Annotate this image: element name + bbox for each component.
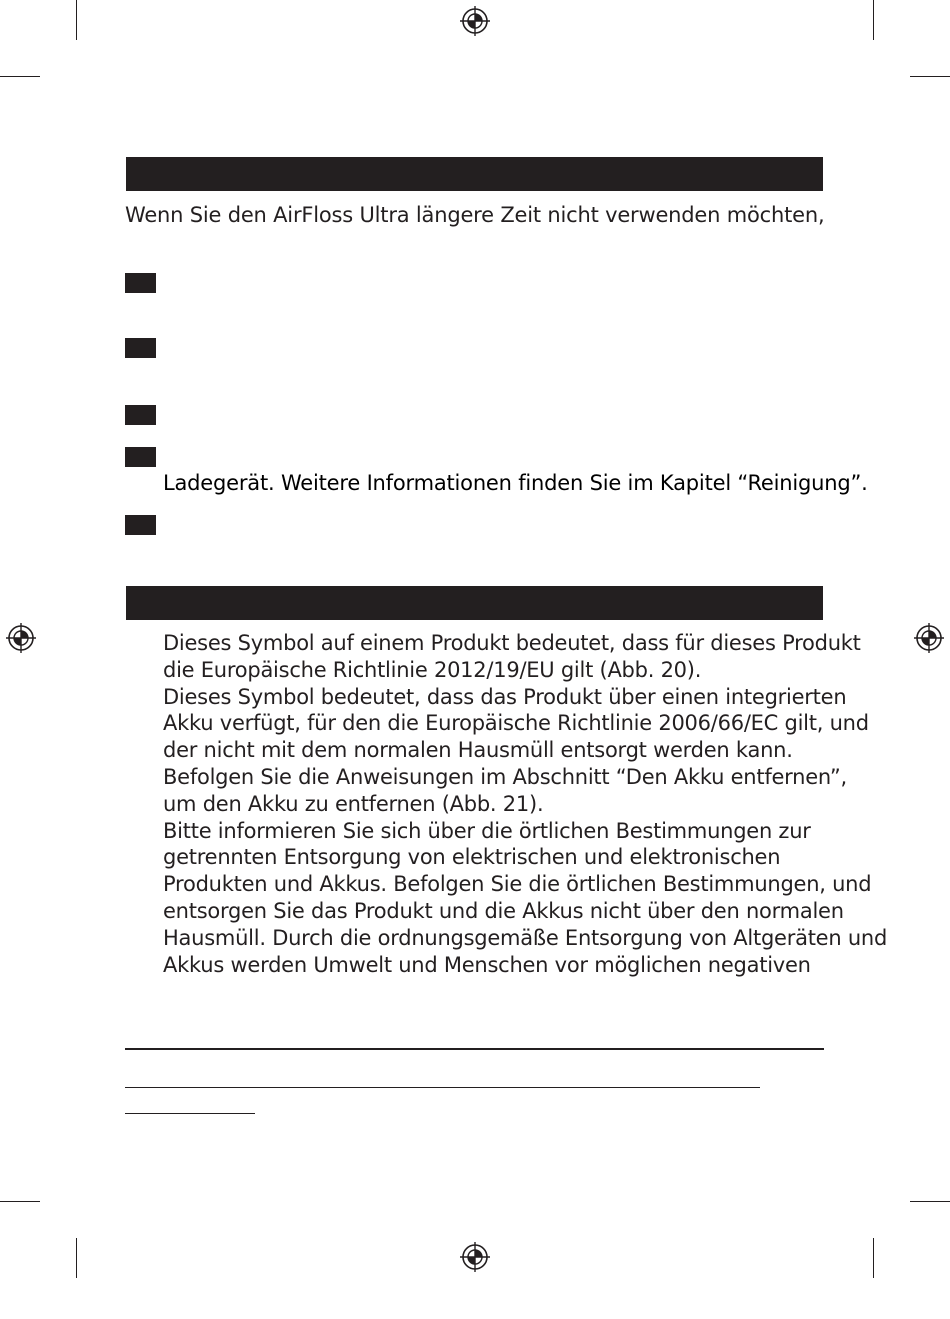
step-4-text: Ladegerät. Weitere Informationen finden Sie im Kapitel “Reinigung”. (163, 471, 868, 495)
section-heading-bar-environment (126, 586, 823, 620)
environment-line: getrennten Entsorgung von elektrischen und elektronischen (163, 845, 781, 870)
step-number-badge (125, 447, 156, 467)
step-number-badge (125, 273, 156, 293)
environment-line: Befolgen Sie die Anweisungen im Abschnitt “Den Akku entfernen”, (163, 764, 847, 789)
crop-mark-icon (910, 76, 950, 77)
registration-mark-icon (460, 1242, 490, 1272)
environment-line: um den Akku zu entfernen (Abb. 21). (163, 791, 544, 816)
environment-paragraph (163, 630, 887, 978)
environment-line: Bitte informieren Sie sich über die örtlichen Bestimmungen zur (163, 818, 811, 843)
step-number-badge (125, 405, 156, 425)
crop-mark-icon (76, 0, 77, 40)
registration-mark-icon (6, 623, 36, 653)
registration-mark-icon (914, 623, 944, 653)
environment-line: die Europäische Richtlinie 2012/19/EU gilt (Abb. 20). (163, 657, 702, 682)
crop-mark-icon (0, 76, 40, 77)
footer-rule (125, 1113, 255, 1114)
section-heading-bar-storage (126, 157, 823, 191)
step-number-badge (125, 338, 156, 358)
environment-line: Akku verfügt, für den die Europäische Richtlinie 2006/66/EC gilt, und (163, 711, 869, 736)
footer-rule (125, 1087, 760, 1088)
crop-mark-icon (873, 0, 874, 40)
storage-intro-text: Wenn Sie den AirFloss Ultra längere Zeit nicht verwenden möchten, (125, 203, 825, 227)
environment-line: entsorgen Sie das Produkt und die Akkus nicht über den normalen (163, 898, 844, 923)
footer-rule (125, 1048, 824, 1050)
crop-mark-icon (76, 1238, 77, 1278)
environment-line: Produkten und Akkus. Befolgen Sie die örtlichen Bestimmungen, und (163, 872, 872, 897)
environment-line: Dieses Symbol bedeutet, dass das Produkt über einen integrierten (163, 684, 847, 709)
environment-line: Hausmüll. Durch die ordnungsgemäße Entsorgung von Altgeräten und (163, 925, 888, 950)
crop-mark-icon (873, 1238, 874, 1278)
step-number-badge (125, 515, 156, 535)
environment-line: der nicht mit dem normalen Hausmüll entsorgt werden kann. (163, 738, 793, 763)
crop-mark-icon (0, 1201, 40, 1202)
environment-line: Akkus werden Umwelt und Menschen vor möglichen negativen (163, 952, 811, 977)
environment-line: Dieses Symbol auf einem Produkt bedeutet, dass für dieses Produkt (163, 631, 861, 655)
registration-mark-icon (460, 6, 490, 36)
crop-mark-icon (910, 1201, 950, 1202)
